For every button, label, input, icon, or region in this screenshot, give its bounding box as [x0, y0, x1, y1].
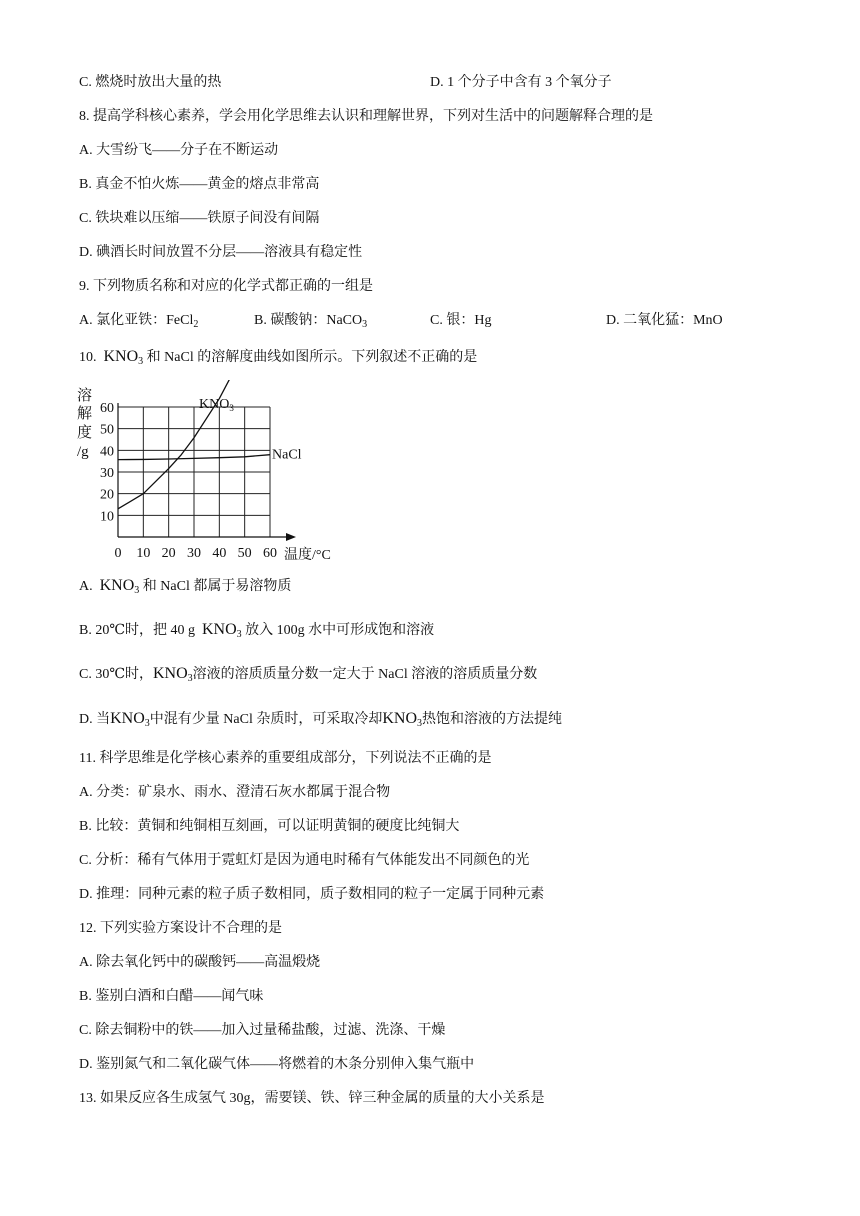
- y-axis-label: 溶: [77, 388, 93, 404]
- x-tick-label: 60: [263, 546, 277, 560]
- x-tick-label: 40: [212, 546, 227, 560]
- q11-option-c: C. 分析：稀有气体用于霓虹灯是因为通电时稀有气体能发出不同颜色的光: [79, 853, 530, 868]
- q7-option-d: D. 1 个分子中含有 3 个氧分子: [430, 75, 612, 90]
- q11-option-d: D. 推理：同种元素的粒子质子数相同，质子数相同的粒子一定属于同种元素: [79, 887, 545, 902]
- chart-labels: [77, 387, 331, 560]
- q12-stem: 12. 下列实验方案设计不合理的是: [79, 921, 282, 936]
- q7-option-c: C. 燃烧时放出大量的热: [79, 75, 222, 90]
- x-tick-label: 10: [136, 546, 151, 560]
- x-tick-label: 30: [187, 546, 201, 560]
- q8-option-d: D. 碘酒长时间放置不分层——溶液具有稳定性: [79, 245, 363, 260]
- y-tick-label: 50: [100, 422, 114, 438]
- y-tick-label: 60: [100, 401, 114, 416]
- q11-option-a: A. 分类：矿泉水、雨水、澄清石灰水都属于混合物: [79, 785, 391, 800]
- q9-option-a: A. 氯化亚铁：FeCl$_2$: [79, 313, 199, 330]
- y-tick-label: 10: [100, 509, 114, 525]
- chart-ticks: [100, 401, 277, 560]
- solubility-chart: [72, 380, 362, 560]
- y-tick-label: 40: [100, 444, 114, 460]
- q13-stem: 13. 如果反应各生成氢气 30g，需要镁、铁、锌三种金属的质量的大小关系是: [79, 1091, 545, 1106]
- q12-option-b: B. 鉴别白酒和白醋——闻气味: [79, 989, 264, 1004]
- y-axis-label: 度: [77, 425, 93, 441]
- y-axis-label: /g: [77, 444, 89, 460]
- q10-option-a: A. $KNO_3$ 和 NaCl 都属于易溶物质: [79, 577, 292, 596]
- q10-option-d: D. 当$KNO_3$中混有少量 NaCl 杂质时，可采取冷却$KNO_3$热饱和溶液的方法提纯: [79, 710, 563, 729]
- q9-option-d: D. 二氧化猛：MnO: [606, 313, 723, 328]
- q9-option-c: C. 银：Hg: [430, 313, 492, 328]
- q12-option-d: D. 鉴别氮气和二氧化碳气体——将燃着的木条分别伸入集气瓶中: [79, 1057, 475, 1072]
- q9-option-b: B. 碳酸钠：NaCO$_3$: [254, 313, 368, 330]
- x-tick-label: 0: [114, 546, 122, 560]
- x-axis-arrow: [286, 533, 296, 541]
- y-axis-label: 解: [77, 406, 93, 422]
- x-tick-label: 50: [237, 546, 252, 560]
- q11-stem: 11. 科学思维是化学核心素养的重要组成部分，下列说法不正确的是: [79, 751, 492, 766]
- nacl-curve-label: NaCl: [272, 447, 302, 463]
- q8-option-a: A. 大雪纷飞——分子在不断运动: [79, 143, 279, 158]
- q8-option-b: B. 真金不怕火炼——黄金的熔点非常高: [79, 177, 320, 192]
- kno3-label-subscript: 3: [229, 403, 234, 413]
- q10-option-c: C. 30℃时，$KNO_3$溶液的溶质质量分数一定大于 NaCl 溶液的溶质质量分数: [79, 665, 538, 684]
- chart-grid: [118, 407, 270, 537]
- q8-option-c: C. 铁块难以压缩——铁原子间没有间隔: [79, 211, 320, 226]
- q12-option-c: C. 除去铜粉中的铁——加入过量稀盐酸，过滤、洗涤、干燥: [79, 1023, 446, 1038]
- q8-stem: 8. 提高学科核心素养，学会用化学思维去认识和理解世界，下列对生活中的问题解释合理的是: [79, 109, 653, 124]
- q9-stem: 9. 下列物质名称和对应的化学式都正确的一组是: [79, 279, 373, 294]
- q10-stem: 10. $KNO_3$ 和 NaCl 的溶解度曲线如图所示。下列叙述不正确的是: [79, 348, 478, 367]
- kno3-curve-label: $KNO_3$: [199, 397, 234, 413]
- q10-option-b: B. 20℃时，把 40 g $KNO_3$ 放入 100g 水中可形成饱和溶液: [79, 621, 435, 640]
- y-tick-label: 30: [100, 466, 114, 481]
- y-tick-label: 20: [100, 487, 114, 503]
- q11-option-b: B. 比较：黄铜和纯铜相互刻画，可以证明黄铜的硬度比纯铜大: [79, 819, 460, 834]
- x-tick-label: 20: [161, 546, 176, 560]
- x-axis-label: 温度/°C: [284, 548, 331, 560]
- q12-option-a: A. 除去氧化钙中的碳酸钙——高温煅烧: [79, 955, 321, 970]
